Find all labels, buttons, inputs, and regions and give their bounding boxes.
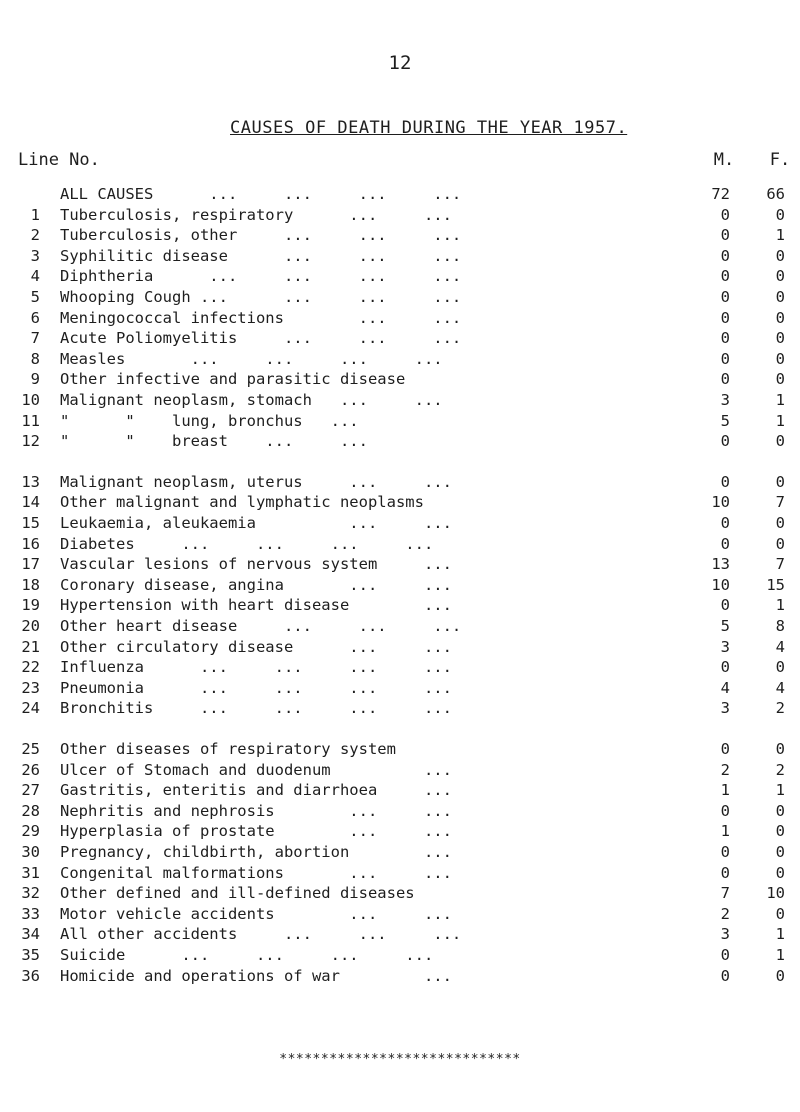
male-count: 0 [720, 246, 730, 265]
male-count: 0 [720, 267, 730, 286]
male-count: 1 [720, 781, 730, 800]
male-count: 0 [720, 349, 730, 368]
table-row [0, 554, 800, 574]
male-count: 4 [720, 678, 730, 697]
table-row [0, 863, 800, 883]
cause-label: Tuberculosis, other ... ... ... [60, 226, 462, 245]
table-row [0, 780, 800, 800]
female-count: 0 [775, 904, 785, 923]
cause-label: Other defined and ill-defined diseases [60, 884, 415, 903]
male-count: 0 [720, 205, 730, 224]
male-count: 0 [720, 534, 730, 553]
female-count: 0 [775, 843, 785, 861]
cause-label: Suicide ... ... ... ... [60, 946, 434, 964]
cause-label: Other diseases of respiratory system [60, 740, 396, 758]
male-count: 10 [711, 575, 730, 594]
female-count: 4 [775, 678, 785, 697]
female-count: 0 [775, 432, 785, 451]
line-number: 23 [21, 678, 40, 697]
female-count: 0 [775, 863, 785, 882]
line-number: 7 [30, 329, 40, 348]
line-number: 33 [21, 904, 40, 923]
male-count: 10 [711, 493, 730, 512]
table-row [0, 801, 800, 821]
cause-label: Coronary disease, angina ... ... [60, 575, 452, 594]
cause-label: Pneumonia ... ... ... ... [60, 678, 452, 697]
female-count: 0 [775, 822, 785, 841]
male-count: 0 [720, 658, 730, 677]
line-number: 12 [21, 432, 40, 451]
line-number: 24 [21, 699, 40, 718]
cause-label: Ulcer of Stomach and duodenum ... [60, 760, 452, 779]
line-number: 20 [21, 617, 40, 635]
female-count: 0 [775, 370, 785, 389]
line-number: 9 [30, 370, 40, 389]
footer-asterisk-rule: ***************************** [279, 1052, 521, 1067]
cause-label: " " lung, bronchus ... [60, 411, 359, 430]
female-count: 2 [775, 760, 785, 779]
line-number: 11 [21, 411, 40, 430]
cause-label: Meningococcal infections ... ... [60, 308, 462, 327]
table-row [0, 369, 800, 389]
female-count: 0 [775, 472, 785, 491]
male-count: 13 [711, 555, 730, 574]
male-count: 7 [720, 884, 730, 903]
cause-label: Leukaemia, aleukaemia ... ... [60, 514, 452, 532]
table-row [0, 184, 800, 204]
cause-label: Other infective and parasitic disease [60, 370, 406, 389]
line-number: 16 [21, 534, 40, 553]
line-number: 14 [21, 493, 40, 512]
cause-label: All other accidents ... ... ... [60, 925, 462, 944]
table-row [0, 637, 800, 657]
female-column-header: F. [769, 150, 791, 170]
female-count: 0 [775, 246, 785, 265]
cause-label: Syphilitic disease ... ... ... [60, 246, 462, 265]
page-title: CAUSES OF DEATH DURING THE YEAR 1957. [230, 118, 628, 138]
male-count: 5 [720, 617, 730, 635]
line-number: 17 [21, 555, 40, 574]
female-count: 0 [775, 966, 785, 985]
cause-label: Diabetes ... ... ... ... [60, 534, 434, 553]
cause-label: Other heart disease ... ... ... [60, 617, 462, 635]
cause-label: Bronchitis ... ... ... ... [60, 699, 452, 718]
table-row [0, 287, 800, 307]
male-count: 1 [720, 822, 730, 841]
male-count: 0 [720, 966, 730, 985]
cause-label: Hypertension with heart disease ... [60, 596, 452, 615]
female-count: 1 [775, 946, 785, 964]
female-count: 0 [775, 349, 785, 368]
cause-label: Influenza ... ... ... ... [60, 658, 452, 677]
female-count: 1 [775, 596, 785, 615]
male-column-header: M. [713, 150, 735, 170]
female-count: 0 [775, 205, 785, 224]
table-row [0, 390, 800, 410]
line-number: 27 [21, 781, 40, 800]
line-number: 32 [21, 884, 40, 903]
female-count: 1 [775, 411, 785, 430]
male-count: 0 [720, 288, 730, 306]
male-count: 2 [720, 904, 730, 923]
female-count: 0 [775, 534, 785, 553]
male-count: 0 [720, 596, 730, 615]
table-row [0, 349, 800, 369]
male-count: 0 [720, 308, 730, 327]
line-number: 3 [30, 246, 40, 265]
table-row [0, 698, 800, 718]
cause-label: Nephritis and nephrosis ... ... [60, 801, 452, 820]
male-count: 0 [720, 740, 730, 758]
male-count: 0 [720, 370, 730, 389]
male-count: 0 [720, 226, 730, 245]
male-count: 3 [720, 699, 730, 718]
line-number: 1 [30, 205, 40, 224]
table-row [0, 308, 800, 328]
line-number: 26 [21, 760, 40, 779]
female-count: 8 [775, 617, 785, 635]
female-count: 15 [766, 575, 785, 594]
line-number: 35 [21, 946, 40, 964]
cause-label: Diphtheria ... ... ... ... [60, 267, 462, 286]
table-row [0, 904, 800, 924]
cause-label: Pregnancy, childbirth, abortion ... [60, 843, 452, 861]
female-count: 2 [775, 699, 785, 718]
table-row [0, 678, 800, 698]
line-number: 30 [21, 843, 40, 861]
table-row [0, 534, 800, 554]
table-row [0, 739, 800, 759]
table-row [0, 595, 800, 615]
cause-label: Acute Poliomyelitis ... ... ... [60, 329, 462, 348]
female-count: 0 [775, 308, 785, 327]
male-count: 0 [720, 472, 730, 491]
table-row [0, 472, 800, 492]
page-number: 12 [388, 52, 412, 74]
female-count: 10 [766, 884, 785, 903]
table-row [0, 431, 800, 451]
table-row [0, 411, 800, 431]
line-number: 19 [21, 596, 40, 615]
male-count: 0 [720, 843, 730, 861]
female-count: 1 [775, 391, 785, 409]
cause-label: Vascular lesions of nervous system ... [60, 555, 452, 574]
cause-label: " " breast ... ... [60, 432, 368, 451]
line-number: 21 [21, 637, 40, 656]
table-row [0, 945, 800, 965]
cause-label: Homicide and operations of war ... [60, 966, 452, 985]
table-row [0, 760, 800, 780]
line-number: 22 [21, 658, 40, 677]
cause-label: ALL CAUSES ... ... ... ... [60, 185, 462, 203]
table-row [0, 225, 800, 245]
male-count: 0 [720, 432, 730, 451]
female-count: 0 [775, 329, 785, 348]
line-number: 18 [21, 575, 40, 594]
female-count: 7 [775, 555, 785, 574]
table-row [0, 575, 800, 595]
male-count: 72 [711, 185, 730, 203]
line-number: 29 [21, 822, 40, 841]
line-number: 28 [21, 801, 40, 820]
table-row [0, 492, 800, 512]
table-row [0, 246, 800, 266]
cause-label: Congenital malformations ... ... [60, 863, 452, 882]
table-row [0, 842, 800, 862]
male-count: 3 [720, 637, 730, 656]
line-number: 31 [21, 863, 40, 882]
male-count: 0 [720, 863, 730, 882]
line-number: 34 [21, 925, 40, 944]
cause-label: Gastritis, enteritis and diarrhoea ... [60, 781, 452, 800]
line-no-header: Line No. [18, 150, 100, 170]
cause-label: Malignant neoplasm, stomach ... ... [60, 391, 443, 409]
female-count: 4 [775, 637, 785, 656]
cause-label: Motor vehicle accidents ... ... [60, 904, 452, 923]
cause-label: Whooping Cough ... ... ... ... [60, 288, 462, 306]
table-row [0, 328, 800, 348]
table-row [0, 616, 800, 636]
cause-label: Other circulatory disease ... ... [60, 637, 452, 656]
male-count: 0 [720, 514, 730, 532]
female-count: 0 [775, 801, 785, 820]
line-number: 36 [21, 966, 40, 985]
female-count: 66 [766, 185, 785, 203]
female-count: 7 [775, 493, 785, 512]
line-number: 2 [30, 226, 40, 245]
line-number: 6 [30, 308, 40, 327]
female-count: 0 [775, 288, 785, 306]
male-count: 0 [720, 946, 730, 964]
male-count: 2 [720, 760, 730, 779]
line-number: 5 [30, 288, 40, 306]
female-count: 1 [775, 226, 785, 245]
male-count: 3 [720, 391, 730, 409]
cause-label: Hyperplasia of prostate ... ... [60, 822, 452, 841]
cause-label: Other malignant and lymphatic neoplasms [60, 493, 424, 512]
line-number: 4 [30, 267, 40, 286]
cause-label: Tuberculosis, respiratory ... ... [60, 205, 452, 224]
table-row [0, 966, 800, 986]
line-number: 15 [21, 514, 40, 532]
line-number: 25 [21, 740, 40, 758]
table-row [0, 924, 800, 944]
line-number: 8 [30, 349, 40, 368]
female-count: 0 [775, 267, 785, 286]
female-count: 0 [775, 740, 785, 758]
male-count: 5 [720, 411, 730, 430]
table-row [0, 205, 800, 225]
line-number: 10 [21, 391, 40, 409]
male-count: 0 [720, 801, 730, 820]
female-count: 0 [775, 514, 785, 532]
line-number: 13 [21, 472, 40, 491]
table-row [0, 266, 800, 286]
table-row [0, 821, 800, 841]
male-count: 3 [720, 925, 730, 944]
cause-label: Malignant neoplasm, uterus ... ... [60, 472, 452, 491]
female-count: 1 [775, 781, 785, 800]
male-count: 0 [720, 329, 730, 348]
table-row [0, 883, 800, 903]
table-row [0, 657, 800, 677]
female-count: 0 [775, 658, 785, 677]
cause-label: Measles ... ... ... ... [60, 349, 443, 368]
female-count: 1 [775, 925, 785, 944]
table-row [0, 513, 800, 533]
